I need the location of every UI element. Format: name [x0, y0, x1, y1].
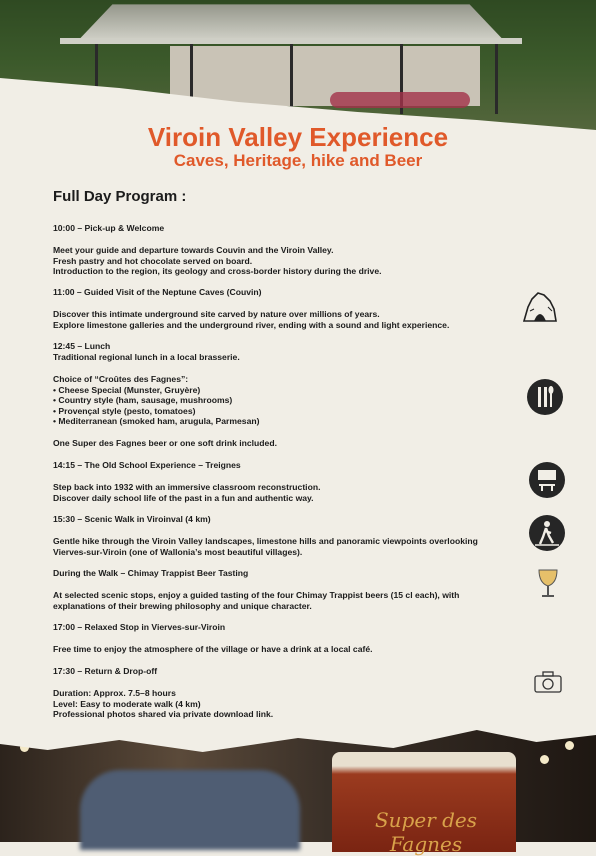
item-pickup-heading [53, 223, 513, 234]
hiker-icon [529, 515, 565, 551]
desc-line: Introduction to the region, its geology and cross-border history during the drive. [53, 266, 382, 277]
flower-boxes [330, 92, 470, 108]
desc-line: Explore limestone galleries and the underground river, ending with a sound and light experience. [53, 319, 450, 330]
blurred-person [80, 770, 300, 850]
desc-line: Choice of “Croûtes des Fagnes”: [53, 374, 189, 384]
item-heading: 17:30 – Return & Drop-off [53, 666, 158, 676]
menu-option: • Cheese Special (Munster, Gruyère) [53, 384, 201, 395]
page-subtitle: Caves, Heritage, hike and Beer [173, 151, 423, 170]
camera-icon [533, 664, 563, 698]
item-heading: During the Walk – Chimay Trappist Beer Tasting [53, 568, 249, 578]
bandstand-pole [495, 44, 498, 114]
item-drink [53, 438, 513, 449]
desc-line: Free time to enjoy the atmosphere of the village or have a drink at a local café. [53, 644, 373, 654]
item-heading: 17:00 – Relaxed Stop in Vierves-sur-Viroin [53, 622, 226, 632]
item-heading: 14:15 – The Old School Experience – Treignes [53, 460, 241, 470]
item-tasting-heading [53, 568, 513, 579]
program-heading: Full Day Program : [53, 188, 187, 205]
item-stop-heading [53, 622, 513, 633]
item-walk-heading [53, 514, 513, 525]
desc-line: Meet your guide and departure towards Couvin and the Viroin Valley. [53, 245, 334, 255]
item-tasting-desc [53, 590, 513, 611]
item-walk-desc [53, 536, 513, 557]
cutlery-icon [527, 379, 563, 415]
desc-line: At selected scenic stops, enjoy a guided tasting of the four Chimay Trappist beers (15 cl each), with [53, 590, 460, 600]
item-return-heading [53, 666, 513, 677]
menu-option: • Mediterranean (smoked ham, arugula, Parmesan) [53, 416, 260, 427]
item-heading: 11:00 – Guided Visit of the Neptune Caves (Couvin) [53, 287, 262, 297]
cave-icon [522, 287, 558, 323]
desc-line: Vierves-sur-Viroin (one of Wallonia’s most beautiful villages). [53, 546, 303, 557]
desc-line: Fresh pastry and hot chocolate served on board. [53, 255, 253, 266]
summary-line: Duration: Approx. 7.5–8 hours [53, 688, 176, 698]
menu-option: • Provençal style (pesto, tomatoes) [53, 405, 196, 416]
desc-line: explanations of their brewing philosophy and unique character. [53, 600, 312, 611]
menu-option: • Country style (ham, sausage, mushrooms) [53, 395, 233, 406]
item-heading: 10:00 – Pick-up & Welcome [53, 223, 165, 233]
desc-line: Discover this intimate underground site carved by nature over millions of years. [53, 309, 380, 319]
item-summary [53, 688, 513, 720]
item-stop-desc [53, 644, 513, 655]
item-caves-heading [53, 287, 513, 298]
item-pickup-desc [53, 245, 513, 277]
beer-glass-icon [533, 567, 563, 601]
item-caves-desc [53, 309, 513, 330]
desc-line: Gentle hike through the Viroin Valley landscapes, limestone hills and panoramic viewpoints overlooking [53, 536, 478, 546]
item-lunch [53, 341, 513, 362]
summary-line: Professional photos shared via private download link. [53, 709, 274, 720]
classroom-icon [529, 462, 565, 498]
item-school-desc [53, 482, 513, 503]
item-heading: 15:30 – Scenic Walk in Viroinval (4 km) [53, 514, 211, 524]
item-heading: 12:45 – Lunch [53, 341, 111, 351]
item-school-heading [53, 460, 513, 471]
desc-line: Discover daily school life of the past in a fun and authentic way. [53, 492, 314, 503]
desc-line: Step back into 1932 with an immersive classroom reconstruction. [53, 482, 321, 492]
item-croutes [53, 374, 513, 427]
beer-glass-label: Super des Fagnes [374, 808, 478, 856]
desc-line: One Super des Fagnes beer or one soft drink included. [53, 438, 277, 448]
desc-line: Traditional regional lunch in a local brasserie. [53, 351, 240, 362]
page-title: Viroin Valley Experience [147, 122, 449, 152]
bandstand-pole [290, 44, 293, 114]
summary-line: Level: Easy to moderate walk (4 km) [53, 698, 201, 709]
